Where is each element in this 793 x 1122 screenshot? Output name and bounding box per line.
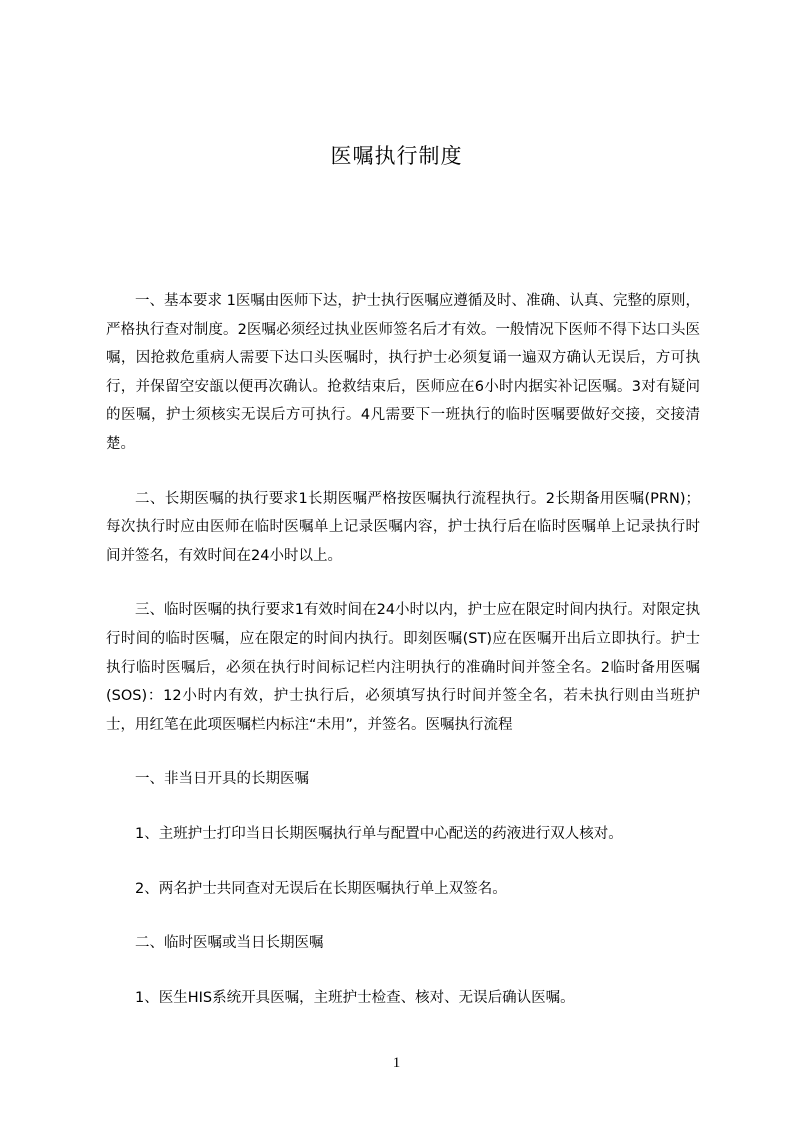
page-number: 1: [392, 1055, 401, 1071]
page-title: 医嘱执行制度: [330, 144, 463, 168]
list-item: 2、两名护士共同查对无误后在长期医嘱执行单上双签名。: [135, 880, 507, 897]
paragraph-temporary-orders: 三、临时医嘱的执行要求1有效时间在24小时以内，护士应在限定时间内执行。对限定执行时间的临时医嘱，应在限定的时间内执行。即刻医嘱(ST)应在医嘱开出后立即执行。护士执行临时医嘱后，必须在执行时间标记栏内注明执行的准确时间并签全名。2临时备用医嘱(SOS)：12小时内有效，护士执行后，必须填写执行时间并签全名，若未执行则由当班护士，用红笔在此项医嘱栏内标注“未用”，并签名。医嘱执行流程: [106, 602, 700, 733]
section-heading-temporary-or-same-day: 二、临时医嘱或当日长期医嘱: [135, 935, 324, 952]
paragraph-long-term-orders: 二、长期医嘱的执行要求1长期医嘱严格按医嘱执行流程执行。2长期备用医嘱(PRN)；每次执行时应由医师在临时医嘱单上记录医嘱内容，护士执行后在临时医嘱单上记录执行时间并签名，有效时间在24小时以上。: [106, 490, 700, 564]
list-item: 1、医生HIS系统开具医嘱，主班护士检查、核对、无误后确认医嘱。: [135, 989, 575, 1006]
section-heading-non-same-day: 一、非当日开具的长期医嘱: [135, 771, 309, 788]
paragraph-basic-requirements: 一、基本要求 1医嘱由医师下达，护士执行医嘱应遵循及时、准确、认真、完整的原则，严格执行查对制度。2医嘱必须经过执业医师签名后才有效。一般情况下医师不得下达口头医嘱，因抢救危重病人需要下达口头医嘱时，执行护士必须复诵一遍双方确认无误后，方可执行，并保留空安瓿以便再次确认。抢救结束后，医师应在6小时内据实补记医嘱。3对有疑问的医嘱，护士须核实无误后方可执行。4凡需要下一班执行的临时医嘱要做好交接，交接清楚。: [106, 293, 700, 452]
list-item: 1、主班护士打印当日长期医嘱执行单与配置中心配送的药液进行双人核对。: [135, 825, 623, 842]
document-body: [106, 287, 700, 1012]
